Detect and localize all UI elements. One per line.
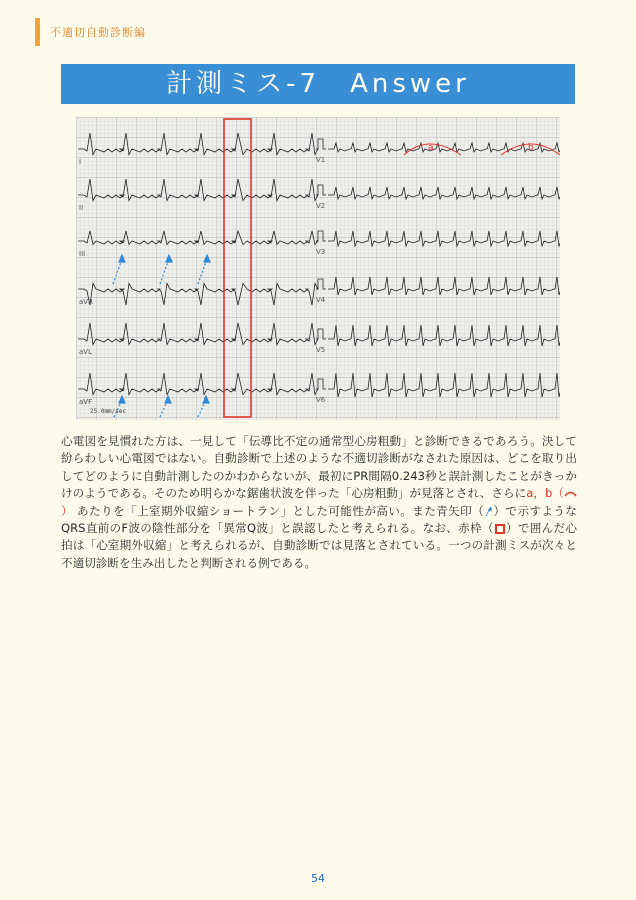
lead-label-right: V5	[316, 346, 326, 354]
page-number: 54	[311, 872, 325, 885]
lead-label-right: V6	[316, 396, 326, 404]
red-arc-icon	[564, 490, 577, 497]
ab-reference-close: ）	[61, 503, 73, 518]
lead-label-left: aVF	[79, 398, 93, 406]
paragraph-part-3: ）で示すようなQRS直前のF波の陰性部分を「異常Q波」と誤認したと考えられる。なお、赤枠（	[61, 503, 577, 536]
lead-label-left: aVR	[79, 298, 93, 306]
blue-arrow-icon	[484, 505, 493, 517]
arc-a-label: a	[428, 143, 434, 153]
section-label: 不適切自動診断編	[50, 26, 146, 39]
paragraph-part-4: ）で囲んだ心拍は「心室期外収縮」と考えられるが、自動診断では見落とされている。一つの計測ミスが次々と不適切診断を生み出したと判断される例である。	[61, 521, 577, 570]
lead-label-left: II	[79, 204, 84, 212]
lead-label-right: V4	[316, 296, 326, 304]
paragraph-part-1: 心電図を見慣れた方は、一見して「伝導比不定の通常型心房粗動」と診断できるであろう。決して紛らわしい心電図ではない。自動診断で上述のような不適切診断がなされた原因は、どこを取り出してどのように自動計測したのかわからないが、最初にPR間隔0.243秒と誤計測したことがきっかけのようである。そのため明らかな鋸歯状波を伴った「心房粗動」が見落とされ、さらに	[61, 434, 577, 501]
calibration-label: 25.0mm/sec	[90, 408, 127, 415]
lead-label-left: III	[79, 250, 86, 258]
lead-label-left: aVL	[79, 348, 92, 356]
page-title: 計測ミス-7 Answer	[61, 64, 575, 104]
section-accent-bar	[35, 18, 40, 46]
arc-b-label: b	[528, 143, 534, 153]
ecg-figure	[76, 117, 560, 420]
lead-label-right: V2	[316, 202, 326, 210]
paragraph-part-2: あたりを「上室期外収縮ショートラン」とした可能性が高い。また青矢印（	[72, 503, 485, 518]
red-box-icon	[495, 524, 505, 534]
lead-label-right: V1	[316, 156, 326, 164]
lead-label-left: I	[79, 158, 82, 166]
ab-reference: a，b（	[526, 486, 564, 501]
lead-label-right: V3	[316, 248, 326, 256]
body-paragraph	[61, 433, 577, 572]
